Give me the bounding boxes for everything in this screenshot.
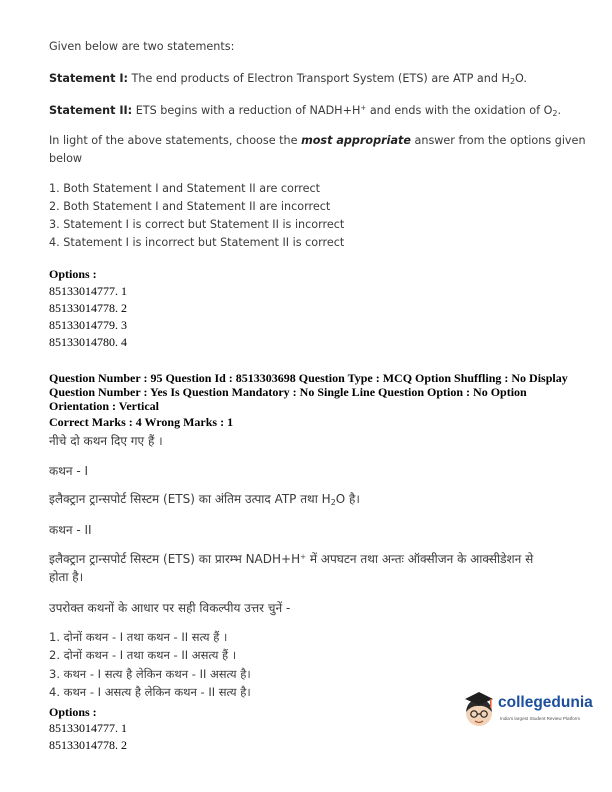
question-meta-line2: Question Number : Yes Is Question Mandatory : No Single Line Question Option : No Option: [49, 385, 527, 399]
instruction: In light of the above statements, choose the most appropriate answer from the options given: [49, 134, 586, 147]
hindi-intro: नीचे दो कथन दिए गए हैं ।: [49, 434, 163, 448]
hindi-statement-2: इलैक्ट्रान ट्रान्सपोर्ट सिस्टम (ETS) का प्रारम्भ NADH+H+ में अपघटन तथा अन्तः ऑक्सीजन के आक्सीडेशन से: [49, 552, 534, 566]
question-intro: Given below are two statements:: [49, 40, 235, 53]
statement-2-label: Statement II:: [49, 104, 133, 117]
hindi-statement-2-label: कथन - II: [49, 523, 92, 537]
hindi-statement-1-label: कथन - I: [49, 464, 89, 478]
statement-1: Statement I: The end products of Electron Transport System (ETS) are ATP and $H_2O$.: [49, 72, 527, 86]
option-id-1: 85133014777. 1: [49, 284, 127, 298]
hindi-instruction: उपरोक्त कथनों के आधार पर सही विकल्पीय उत्तर चुनें -: [49, 601, 291, 615]
statement-1-label: Statement I:: [49, 72, 128, 85]
graduate-mascot-icon: [462, 690, 496, 730]
hindi-answer-option-4: 4. कथन - I असत्य है लेकिन कथन - II सत्य है।: [49, 685, 251, 699]
logo-wordmark: collegedunia: [498, 694, 593, 711]
options-label: Options :: [49, 267, 97, 281]
hindi-answer-option-3: 3. कथन - I सत्य है लेकिन कथन - II असत्य है।: [49, 667, 251, 681]
option-id-4: 85133014780. 4: [49, 335, 127, 349]
option-id-6: 85133014778. 2: [49, 738, 127, 752]
statement-2-text: ETS begins with a reduction of NADH+H: [132, 104, 361, 117]
question-meta-line3: Orientation : Vertical: [49, 399, 159, 413]
instruction-cont: below: [49, 152, 83, 165]
statement-2: Statement II: ETS begins with a reduction of NADH+H+ and ends with the oxidation of $O_2$.: [49, 104, 562, 118]
hindi-answer-option-2: 2. दोनों कथन - I तथा कथन - II असत्य हैं ।: [49, 648, 237, 662]
options-label-2: Options :: [49, 705, 97, 719]
option-id-5: 85133014777. 1: [49, 721, 127, 735]
question-marks: Correct Marks : 4 Wrong Marks : 1: [49, 415, 234, 429]
answer-option-2: 2. Both Statement I and Statement II are incorrect: [49, 200, 331, 213]
option-id-3: 85133014779. 3: [49, 318, 127, 332]
hindi-answer-option-1: 1. दोनों कथन - I तथा कथन - II सत्य हैं ।: [49, 630, 228, 644]
logo-tagline: India's largest Student Review Platform: [500, 716, 581, 721]
statement-1-text: The end products of Electron Transport System (ETS) are ATP and H: [127, 72, 510, 85]
hindi-statement-1: इलैक्ट्रान ट्रान्सपोर्ट सिस्टम (ETS) का अंतिम उत्पाद ATP तथा $H_2O$ है।: [49, 492, 360, 507]
collegedunia-logo: [462, 688, 592, 734]
answer-option-3: 3. Statement I is correct but Statement II is incorrect: [49, 218, 345, 231]
option-id-2: 85133014778. 2: [49, 301, 127, 315]
answer-option-4: 4. Statement I is incorrect but Statement II is correct: [49, 236, 345, 249]
instruction-emphasis: most appropriate: [301, 134, 411, 147]
hindi-statement-2-cont: होता है।: [49, 570, 84, 584]
question-meta-line1: Question Number : 95 Question Id : 8513303698 Question Type : MCQ Option Shuffling : No Display: [49, 371, 568, 385]
answer-option-1: 1. Both Statement I and Statement II are correct: [49, 182, 321, 195]
